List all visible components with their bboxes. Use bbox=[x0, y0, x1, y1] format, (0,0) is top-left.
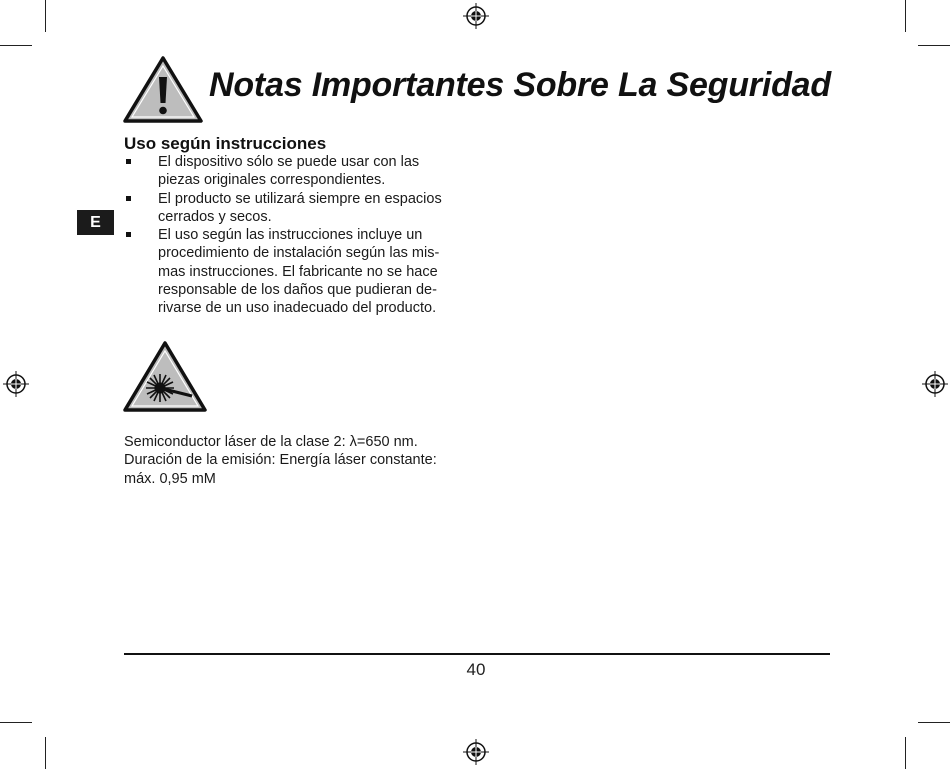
list-item-line: El uso según las instrucciones incluye un bbox=[158, 227, 423, 244]
page-number: 40 bbox=[466, 660, 486, 679]
laser-spec-line: máx. 0,95 mM bbox=[124, 470, 216, 487]
language-tab: E bbox=[77, 210, 114, 235]
section-heading: Uso según instrucciones bbox=[124, 134, 327, 153]
laser-spec-line: Duración de la emisión: Energía láser constante: bbox=[124, 452, 437, 469]
page-title: Notas Importantes Sobre La Seguridad bbox=[209, 66, 831, 104]
warning-exclamation-icon bbox=[122, 55, 204, 125]
list-item-line: rivarse de un uso inadecuado del producto. bbox=[158, 300, 437, 317]
list-item-line: cerrados y secos. bbox=[158, 208, 272, 225]
bullet-square-icon bbox=[126, 196, 131, 201]
list-item-line: piezas originales correspondientes. bbox=[158, 172, 386, 189]
registration-mark-left-icon bbox=[3, 371, 29, 397]
registration-mark-top-icon bbox=[463, 3, 489, 29]
laser-warning-icon bbox=[122, 340, 208, 414]
list-item bbox=[124, 190, 469, 227]
footer-divider bbox=[124, 653, 830, 655]
crop-mark-bottom-left-horizontal bbox=[0, 722, 32, 723]
crop-mark-bottom-right-vertical bbox=[905, 737, 906, 769]
bullet-square-icon bbox=[126, 159, 131, 164]
registration-mark-bottom-icon bbox=[463, 739, 489, 765]
crop-mark-top-left-horizontal bbox=[0, 45, 32, 46]
laser-spec-line: Semiconductor láser de la clase 2: λ=650 nm. bbox=[124, 434, 418, 450]
crop-mark-top-left-vertical bbox=[45, 0, 46, 32]
list-item bbox=[124, 153, 469, 190]
list-item-line: mas instrucciones. El fabricante no se hace bbox=[158, 263, 438, 280]
instructions-list bbox=[124, 153, 469, 318]
list-item-line: responsable de los daños que pudieran de- bbox=[158, 282, 437, 299]
list-item-line: procedimiento de instalación según las mis- bbox=[158, 245, 440, 262]
crop-mark-bottom-left-vertical bbox=[45, 737, 46, 769]
list-item bbox=[124, 226, 469, 317]
laser-specification bbox=[124, 433, 484, 488]
crop-mark-top-right-vertical bbox=[905, 0, 906, 32]
list-item-line: El producto se utilizará siempre en espacios bbox=[158, 190, 442, 207]
registration-mark-right-icon bbox=[922, 371, 948, 397]
crop-mark-top-right-horizontal bbox=[918, 45, 950, 46]
list-item-line: El dispositivo sólo se puede usar con las bbox=[158, 154, 420, 170]
bullet-square-icon bbox=[126, 232, 131, 237]
crop-mark-bottom-right-horizontal bbox=[918, 722, 950, 723]
